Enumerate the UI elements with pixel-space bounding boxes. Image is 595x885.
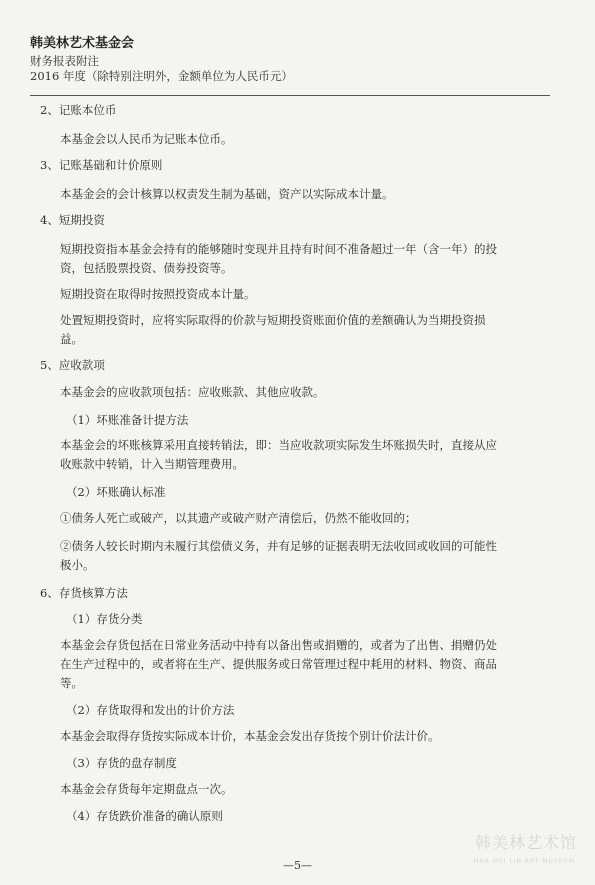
paragraph: 本基金会的会计核算以权责发生制为基础，资产以实际成本计量。 [60, 187, 394, 201]
paragraph-line: 本基金会存货包括在日常业务活动中持有以备出售或捐赠的，或者为了出售、捐赠仍处 [60, 638, 497, 652]
subheading: （2）存货取得和发出的计价方法 [66, 703, 235, 717]
subheading: （2）坏账确认标准 [66, 485, 166, 499]
section-heading: 6、存货核算方法 [40, 586, 128, 600]
year-note: 2016 年度（除特别注明外，金额单位为人民币元） [30, 69, 293, 83]
header-divider [30, 95, 550, 96]
paragraph-line: 短期投资指本基金会持有的能够随时变现并且持有时间不准备超过一年（含一年）的投 [60, 242, 497, 256]
list-item-line: 极小。 [60, 558, 95, 572]
section-3 [30, 157, 560, 204]
paragraph: 本基金会存货每年定期盘点一次。 [60, 782, 233, 796]
document-subtitle: 财务报表附注 [30, 54, 99, 68]
section-5 [30, 357, 560, 575]
page-number: —5— [283, 859, 312, 872]
document-header [30, 36, 550, 84]
list-item-line: ②债务人较长时期内未履行其偿债义务，并有足够的证据表明无法收回或收回的可能性 [60, 539, 497, 553]
section-heading: 4、短期投资 [40, 213, 105, 227]
section-heading: 5、应收款项 [40, 358, 105, 372]
section-4 [30, 212, 560, 349]
museum-watermark [427, 821, 577, 865]
paragraph: 本基金会取得存货按实际成本计价，本基金会发出存货按个别计价法计价。 [60, 729, 440, 743]
subheading: （1）坏账准备计提方法 [66, 413, 189, 427]
paragraph-line: 资，包括股票投资、债券投资等。 [60, 261, 233, 275]
paragraph: 短期投资在取得时按照投资成本计量。 [60, 287, 256, 301]
paragraph: 本基金会的应收款项包括：应收账款、其他应收款。 [60, 385, 325, 399]
paragraph-line: 等。 [60, 676, 83, 690]
watermark-text: 韩美林艺术馆 [474, 833, 577, 852]
paragraph-line: 收账款中转销，计入当期管理费用。 [60, 457, 244, 471]
organization-name: 韩美林艺术基金会 [30, 36, 135, 51]
paragraph-line: 益。 [60, 332, 83, 346]
paragraph-line: 处置短期投资时，应将实际取得的价款与短期投资账面价值的差额确认为当期投资损 [60, 313, 486, 327]
section-heading: 2、记账本位币 [40, 103, 117, 117]
section-heading: 3、记账基础和计价原则 [40, 158, 163, 172]
document-body [30, 102, 560, 824]
section-6 [30, 585, 560, 824]
paragraph-line: 本基金会的坏账核算采用直接转销法，即：当应收款项实际发生坏账损失时，直接从应 [60, 438, 497, 452]
subheading: （4）存货跌价准备的确认原则 [66, 809, 223, 823]
watermark-subtext: HAN MEI LIN ART MUSEUM [473, 858, 575, 865]
subheading: （1）存货分类 [66, 612, 143, 626]
section-2 [30, 102, 560, 149]
list-item: ①债务人死亡或破产，以其遗产或破产财产清偿后，仍然不能收回的； [60, 511, 417, 525]
paragraph: 本基金会以人民币为记账本位币。 [60, 132, 233, 146]
paragraph-line: 在生产过程中的，或者将在生产、提供服务或日常管理过程中耗用的材料、物资、商品 [60, 657, 497, 671]
subheading: （3）存货的盘存制度 [66, 756, 177, 770]
